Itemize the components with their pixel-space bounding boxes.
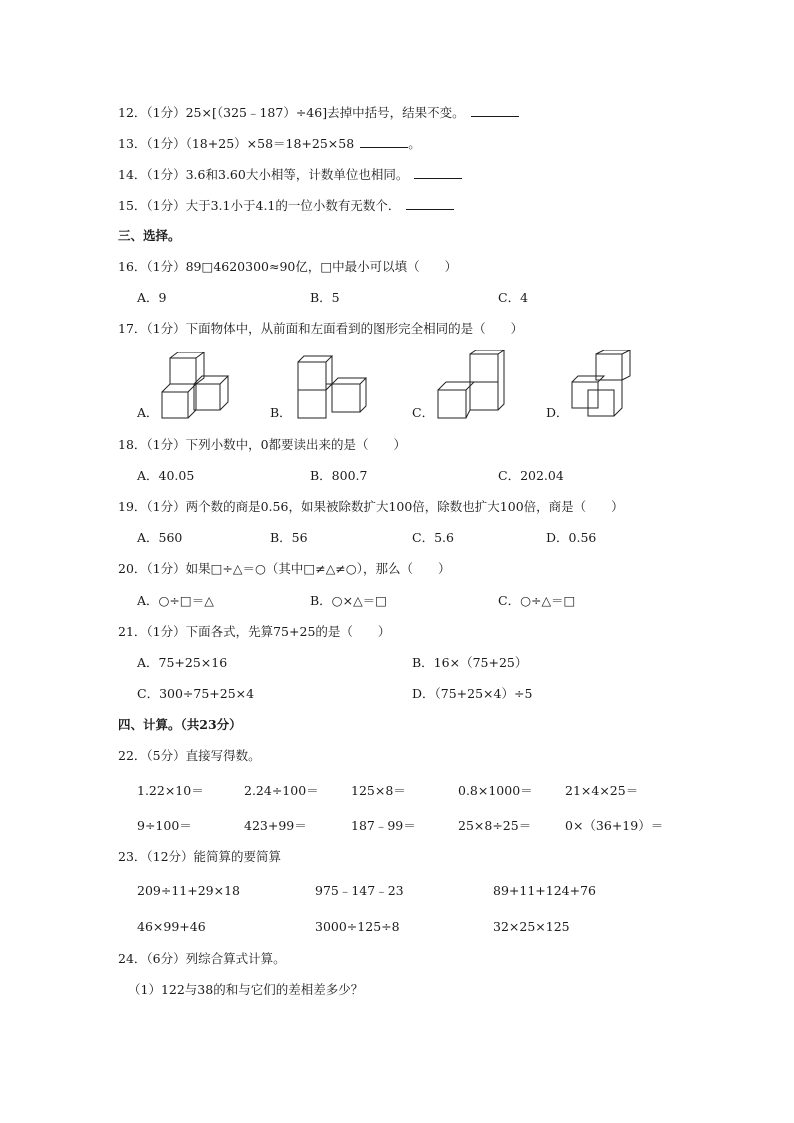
- q22-item: 2.24÷100＝: [244, 783, 319, 798]
- q22-item: 125×8＝: [351, 783, 406, 798]
- q17-option-d[interactable]: D．: [546, 405, 569, 420]
- q23-item: 975﹣147﹣23: [315, 883, 404, 898]
- q23-item: 89+11+124+76: [493, 883, 596, 898]
- q20-option-a[interactable]: A．○÷□＝△: [137, 593, 214, 608]
- q19-option-b[interactable]: B．56: [270, 530, 308, 545]
- q22-item: 1.22×10＝: [137, 783, 204, 798]
- q17-option-b[interactable]: B．: [270, 405, 292, 420]
- q17-figure-a[interactable]: [160, 352, 230, 420]
- section-4-title: 四、计算。（共23分）: [118, 717, 242, 732]
- question-15-text: 15．（1分）大于3.1小于4.1的一位小数有无数个．: [118, 198, 401, 213]
- q19-option-c[interactable]: C．5.6: [412, 530, 454, 545]
- q16-option-a[interactable]: A．9: [137, 290, 167, 305]
- q23-item: 32×25×125: [493, 919, 570, 934]
- q23-item: 46×99+46: [137, 919, 206, 934]
- question-17-stem: 17．（1分）下面物体中，从前面和左面看到的图形完全相同的是（ ）: [118, 321, 524, 336]
- question-24-subquestion-1: （1）122与38的和与它们的差相差多少？: [128, 982, 364, 997]
- q20-option-c[interactable]: C．○÷△＝□: [498, 593, 576, 608]
- q16-option-b[interactable]: B．5: [310, 290, 340, 305]
- question-13-text: 13．（1分）（18+25）×58＝18+25×58: [118, 136, 355, 151]
- question-14: [118, 166, 462, 183]
- q20-option-b[interactable]: B．○×△＝□: [310, 593, 387, 608]
- q17-option-a[interactable]: A．: [137, 405, 159, 420]
- answer-blank[interactable]: [406, 197, 454, 210]
- q19-option-d[interactable]: D．0.56: [546, 530, 597, 545]
- question-16-stem: 16．（1分）89□4620300≈90亿，□中最小可以填（ ）: [118, 259, 458, 274]
- q21-option-a[interactable]: A．75+25×16: [137, 655, 228, 670]
- question-12-text: 12．（1分）25×[（325﹣187）÷46]去掉中括号，结果不变。: [118, 105, 465, 120]
- q16-option-c[interactable]: C．4: [498, 290, 529, 305]
- q17-figure-d[interactable]: [570, 350, 634, 420]
- question-21-stem: 21．（1分）下面各式，先算75+25的是（ ）: [118, 624, 391, 639]
- q21-option-c[interactable]: C．300÷75+25×4: [137, 686, 255, 701]
- question-13: [118, 135, 421, 152]
- q22-item: 9÷100＝: [137, 818, 192, 833]
- q21-option-b[interactable]: B．16×（75+25）: [412, 655, 528, 670]
- question-15: [118, 197, 454, 214]
- question-23-stem: 23．（12分）能简算的要简算: [118, 849, 282, 864]
- q22-item: 21×4×25＝: [565, 783, 639, 798]
- question-19-stem: 19．（1分）两个数的商是0.56，如果被除数扩大100倍，除数也扩大100倍，商是（ ）: [118, 499, 624, 514]
- answer-blank[interactable]: [414, 166, 462, 179]
- q23-item: 209÷11+29×18: [137, 883, 240, 898]
- q17-option-c[interactable]: C．: [412, 405, 435, 420]
- question-20-stem: 20．（1分）如果□÷△＝○（其中□≠△≠○），那么（ ）: [118, 561, 451, 576]
- q22-item: 25×8÷25＝: [458, 818, 532, 833]
- question-12: [118, 104, 519, 121]
- answer-blank[interactable]: [360, 135, 408, 148]
- question-18-stem: 18．（1分）下列小数中，0都要读出来的是（ ）: [118, 437, 407, 452]
- q18-option-a[interactable]: A．40.05: [137, 468, 195, 483]
- q23-item: 3000÷125÷8: [315, 919, 400, 934]
- question-14-text: 14．（1分）3.6和3.60大小相等，计数单位也相同。: [118, 167, 409, 182]
- q17-figure-c[interactable]: [436, 350, 508, 420]
- q21-option-d[interactable]: D．（75+25×4）÷5: [412, 686, 533, 701]
- q18-option-b[interactable]: B．800.7: [310, 468, 368, 483]
- q18-option-c[interactable]: C．202.04: [498, 468, 564, 483]
- section-3-title: 三、选择。: [118, 228, 181, 243]
- q22-item: 0×（36+19）＝: [565, 818, 664, 833]
- question-13-period: 。: [408, 136, 421, 151]
- q19-option-a[interactable]: A．560: [137, 530, 183, 545]
- question-22-stem: 22．（5分）直接写得数。: [118, 748, 261, 763]
- q17-figure-b[interactable]: [296, 354, 368, 420]
- q22-item: 187﹣99＝: [351, 818, 416, 833]
- q22-item: 423+99＝: [244, 818, 307, 833]
- q22-item: 0.8×1000＝: [458, 783, 533, 798]
- answer-blank[interactable]: [471, 104, 519, 117]
- question-24-stem: 24．（6分）列综合算式计算。: [118, 951, 286, 966]
